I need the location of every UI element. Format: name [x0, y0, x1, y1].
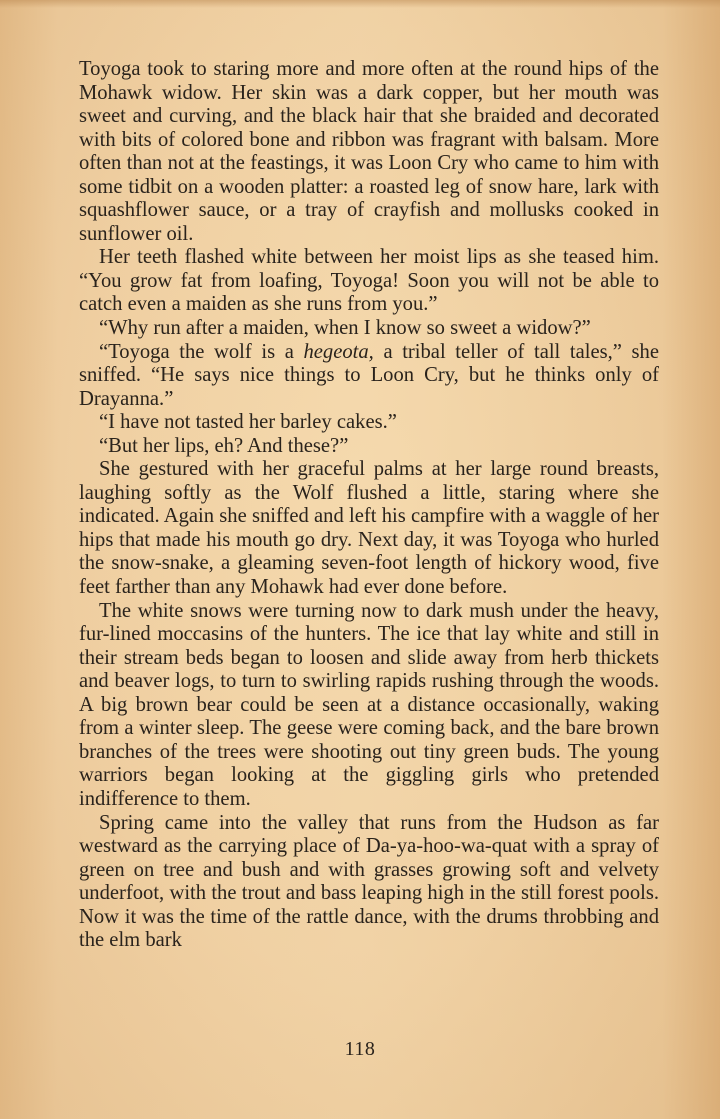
paragraph: Her teeth flashed white between her moist lips as she teased him. “You grow fat from loafing, Toyoga! Soon you will not be able to catch even a maiden as she runs from you.”	[79, 246, 659, 316]
body-text	[79, 58, 659, 953]
page-number: 118	[344, 1038, 376, 1060]
paragraph: Spring came into the valley that runs from the Hudson as far westward as the carrying place of Da-ya-hoo-wa-quat with a spray of green on tree and bush and with grasses growing soft and velvety underfoot, with the trout and bass leaping high in the still forest pools. Now it was the time of the rattle dance, with the drums throbbing and the elm bark	[79, 811, 659, 952]
paragraph: “I have not tasted her barley cakes.”	[99, 411, 397, 434]
paragraph: She gestured with her graceful palms at her large round breasts, laughing softly as the Wolf flushed a little, staring where she indicated. Again she sniffed and left his campfire with a waggle of her hips that made his mouth go dry. Next day, it was Toyoga who hurled the snow-snake, a gleaming seven-foot length of hickory wood, five feet farther than any Mohawk had ever done before.	[79, 458, 659, 599]
paragraph: The white snows were turning now to dark mush under the heavy, fur-lined moccasins of the hunters. The ice that lay white and still in their stream beds began to loosen and slide away from herb thickets and beaver logs, to turn to swirling rapids rushing through the woods. A big brown bear could be seen at a distance occasionally, waking from a winter sleep. The geese were coming back, and the bare brown branches of the trees were shooting out tiny green buds. The young warriors began looking at the giggling girls who pretended indifference to them.	[79, 599, 659, 810]
paragraph: “But her lips, eh? And these?”	[99, 434, 349, 457]
page-top-edge	[0, 0, 720, 8]
paragraph: Toyoga took to staring more and more often at the round hips of the Mohawk widow. Her skin was a dark copper, but her mouth was sweet and curving, and the black hair that she braided and decorated with bits of colored bone and ribbon was fragrant with balsam. More often than not at the feastings, it was Loon Cry who came to him with some tidbit on a wooden platter: a roasted leg of snow hare, lark with squashflower sauce, or a tray of crayfish and mollusks cooked in sunflower oil.	[79, 58, 659, 245]
paragraph: “Toyoga the wolf is a hegeota, a tribal teller of tall tales,” she sniffed. “He says nice things to Loon Cry, but he thinks only of Drayanna.”	[79, 340, 659, 410]
italic-word: hegeota,	[303, 340, 374, 363]
paragraph: “Why run after a maiden, when I know so sweet a widow?”	[99, 317, 591, 340]
